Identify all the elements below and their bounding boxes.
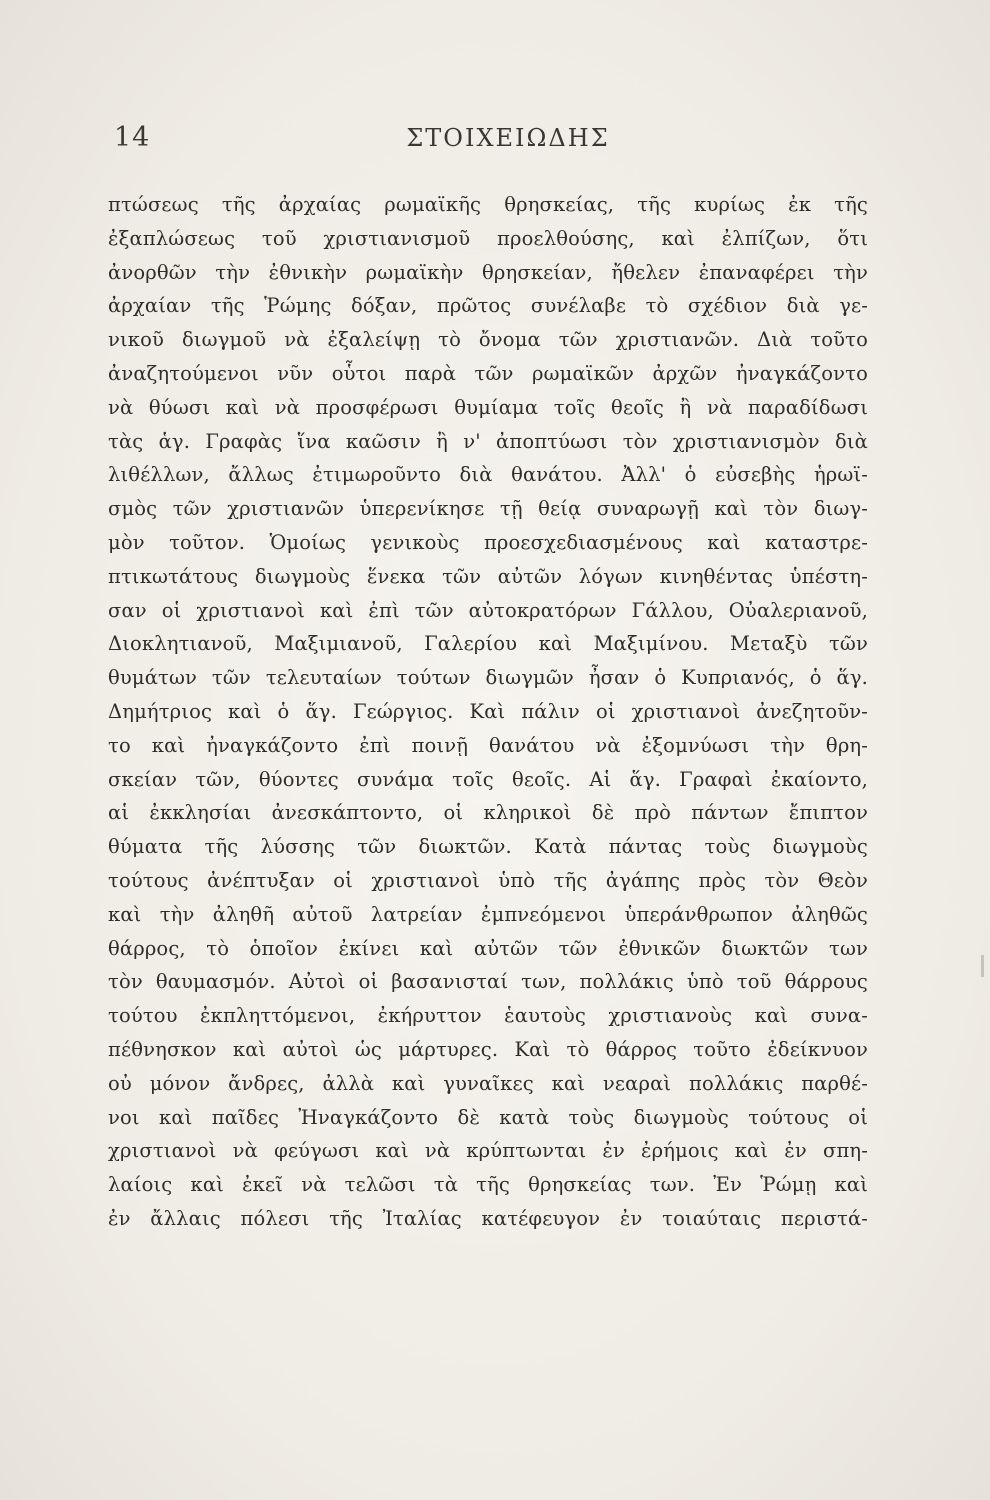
body-text: [108, 188, 868, 1236]
text-line: λαίοις καὶ ἐκεῖ νὰ τελῶσι τὰ τῆς θρησκείας των. Ἐν Ῥώμῃ καὶ: [108, 1173, 868, 1197]
text-line: χριστιανοὶ νὰ φεύγωσι καὶ νὰ κρύπτωνται ἐν ἐρήμοις καὶ ἐν σπη-: [108, 1139, 868, 1163]
text-line: σαν οἱ χριστιανοὶ καὶ ἐπὶ τῶν αὐτοκρατόρων Γάλλου, Οὐαλεριανοῦ,: [108, 598, 868, 622]
text-line: τούτου ἐκπληττόμενοι, ἐκήρυττον ἑαυτοὺς χριστιανοὺς καὶ συνα-: [108, 1004, 868, 1028]
text-line: ἀνορθῶν τὴν ἐθνικὴν ρωμαϊκὴν θρησκείαν, ἤθελεν ἐπαναφέρει τὴν: [108, 260, 868, 284]
page-header: [108, 122, 878, 162]
text-line: το καὶ ἠναγκάζοντο ἐπὶ ποινῇ θανάτου νὰ ἐξομνύωσι τὴν θρη-: [108, 733, 868, 757]
text-line: μὸν τοῦτον. Ὁμοίως γενικοὺς προεσχεδιασμένους καὶ καταστρε-: [108, 530, 868, 554]
text-line: πέθνησκον καὶ αὐτοὶ ὡς μάρτυρες. Καὶ τὸ θάρρος τοῦτο ἐδείκνυον: [108, 1037, 868, 1061]
text-line: ἀρχαίαν τῆς Ῥώμης δόξαν, πρῶτος συνέλαβε τὸ σχέδιον διὰ γε-: [108, 294, 868, 318]
page-edge-mark: [981, 955, 984, 977]
text-line: νοι καὶ παῖδες Ἠναγκάζοντο δὲ κατὰ τοὺς διωγμοὺς τούτους οἱ: [108, 1105, 868, 1129]
text-line: θύματα τῆς λύσσης τῶν διωκτῶν. Κατὰ πάντας τοὺς διωγμοὺς: [108, 835, 868, 859]
text-line: θυμάτων τῶν τελευταίων τούτων διωγμῶν ἦσαν ὁ Κυπριανός, ὁ ἅγ.: [108, 666, 868, 690]
text-line: Δημήτριος καὶ ὁ ἅγ. Γεώργιος. Καὶ πάλιν οἱ χριστιανοὶ ἀνεζητοῦν-: [108, 699, 868, 723]
text-line: οὐ μόνον ἄνδρες, ἀλλὰ καὶ γυναῖκες καὶ νεαραὶ πολλάκις παρθέ-: [108, 1071, 868, 1095]
text-line: νὰ θύωσι καὶ νὰ προσφέρωσι θυμίαμα τοῖς θεοῖς ἢ νὰ παραδίδωσι: [108, 395, 868, 419]
text-line: τὸν θαυμασμόν. Αὐτοὶ οἱ βασανισταί των, πολλάκις ὑπὸ τοῦ θάρρους: [108, 970, 868, 994]
text-line: τὰς ἁγ. Γραφὰς ἵνα καῶσιν ἢ ν' ἀποπτύωσι τὸν χριστιανισμὸν διὰ: [108, 429, 868, 453]
text-line: νικοῦ διωγμοῦ νὰ ἐξαλείψῃ τὸ ὄνομα τῶν χριστιανῶν. Διὰ τοῦτο: [108, 328, 868, 352]
running-head: ΣΤΟΙΧΕΙΩΔΗΣ: [406, 124, 610, 152]
text-line: ἐν ἄλλαις πόλεσι τῆς Ἰταλίας κατέφευγον ἐν τοιαύταις περιστά-: [108, 1206, 868, 1230]
text-line: θάρρος, τὸ ὁποῖον ἐκίνει καὶ αὐτῶν τῶν ἐθνικῶν διωκτῶν των: [108, 936, 868, 960]
text-line: σκείαν τῶν, θύοντες συνάμα τοῖς θεοῖς. Αἱ ἅγ. Γραφαὶ ἐκαίοντο,: [108, 767, 868, 791]
text-line: ἐξαπλώσεως τοῦ χριστιανισμοῦ προελθούσης, καὶ ἐλπίζων, ὅτι: [108, 226, 868, 250]
text-line: Διοκλητιανοῦ, Μαξιμιανοῦ, Γαλερίου καὶ Μαξιμίνου. Μεταξὺ τῶν: [108, 632, 868, 656]
text-line: τούτους ἀνέπτυξαν οἱ χριστιανοὶ ὑπὸ τῆς ἀγάπης πρὸς τὸν Θεὸν: [108, 868, 868, 892]
text-line: λιθέλλων, ἄλλως ἐτιμωροῦντο διὰ θανάτου. Ἀλλ' ὁ εὐσεβὴς ἡρωϊ-: [108, 463, 868, 487]
page-number: 14: [114, 122, 151, 153]
text-line: πτώσεως τῆς ἀρχαίας ρωμαϊκῆς θρησκείας, τῆς κυρίως ἐκ τῆς: [108, 193, 868, 216]
text-line: αἱ ἐκκλησίαι ἀνεσκάπτοντο, οἱ κληρικοὶ δὲ πρὸ πάντων ἔπιπτον: [108, 801, 868, 825]
text-line: καὶ τὴν ἀληθῆ αὐτοῦ λατρείαν ἐμπνεόμενοι ὑπεράνθρωπον ἀληθῶς: [108, 902, 868, 926]
text-line: σμὸς τῶν χριστιανῶν ὑπερενίκησε τῇ θείᾳ συναρωγῇ καὶ τὸν διωγ-: [108, 497, 868, 521]
text-line: πτικωτάτους διωγμοὺς ἕνεκα τῶν αὐτῶν λόγων κινηθέντας ὑπέστη-: [108, 564, 868, 588]
text-line: ἀναζητούμενοι νῦν οὗτοι παρὰ τῶν ρωμαϊκῶν ἀρχῶν ἠναγκάζοντο: [108, 361, 868, 385]
